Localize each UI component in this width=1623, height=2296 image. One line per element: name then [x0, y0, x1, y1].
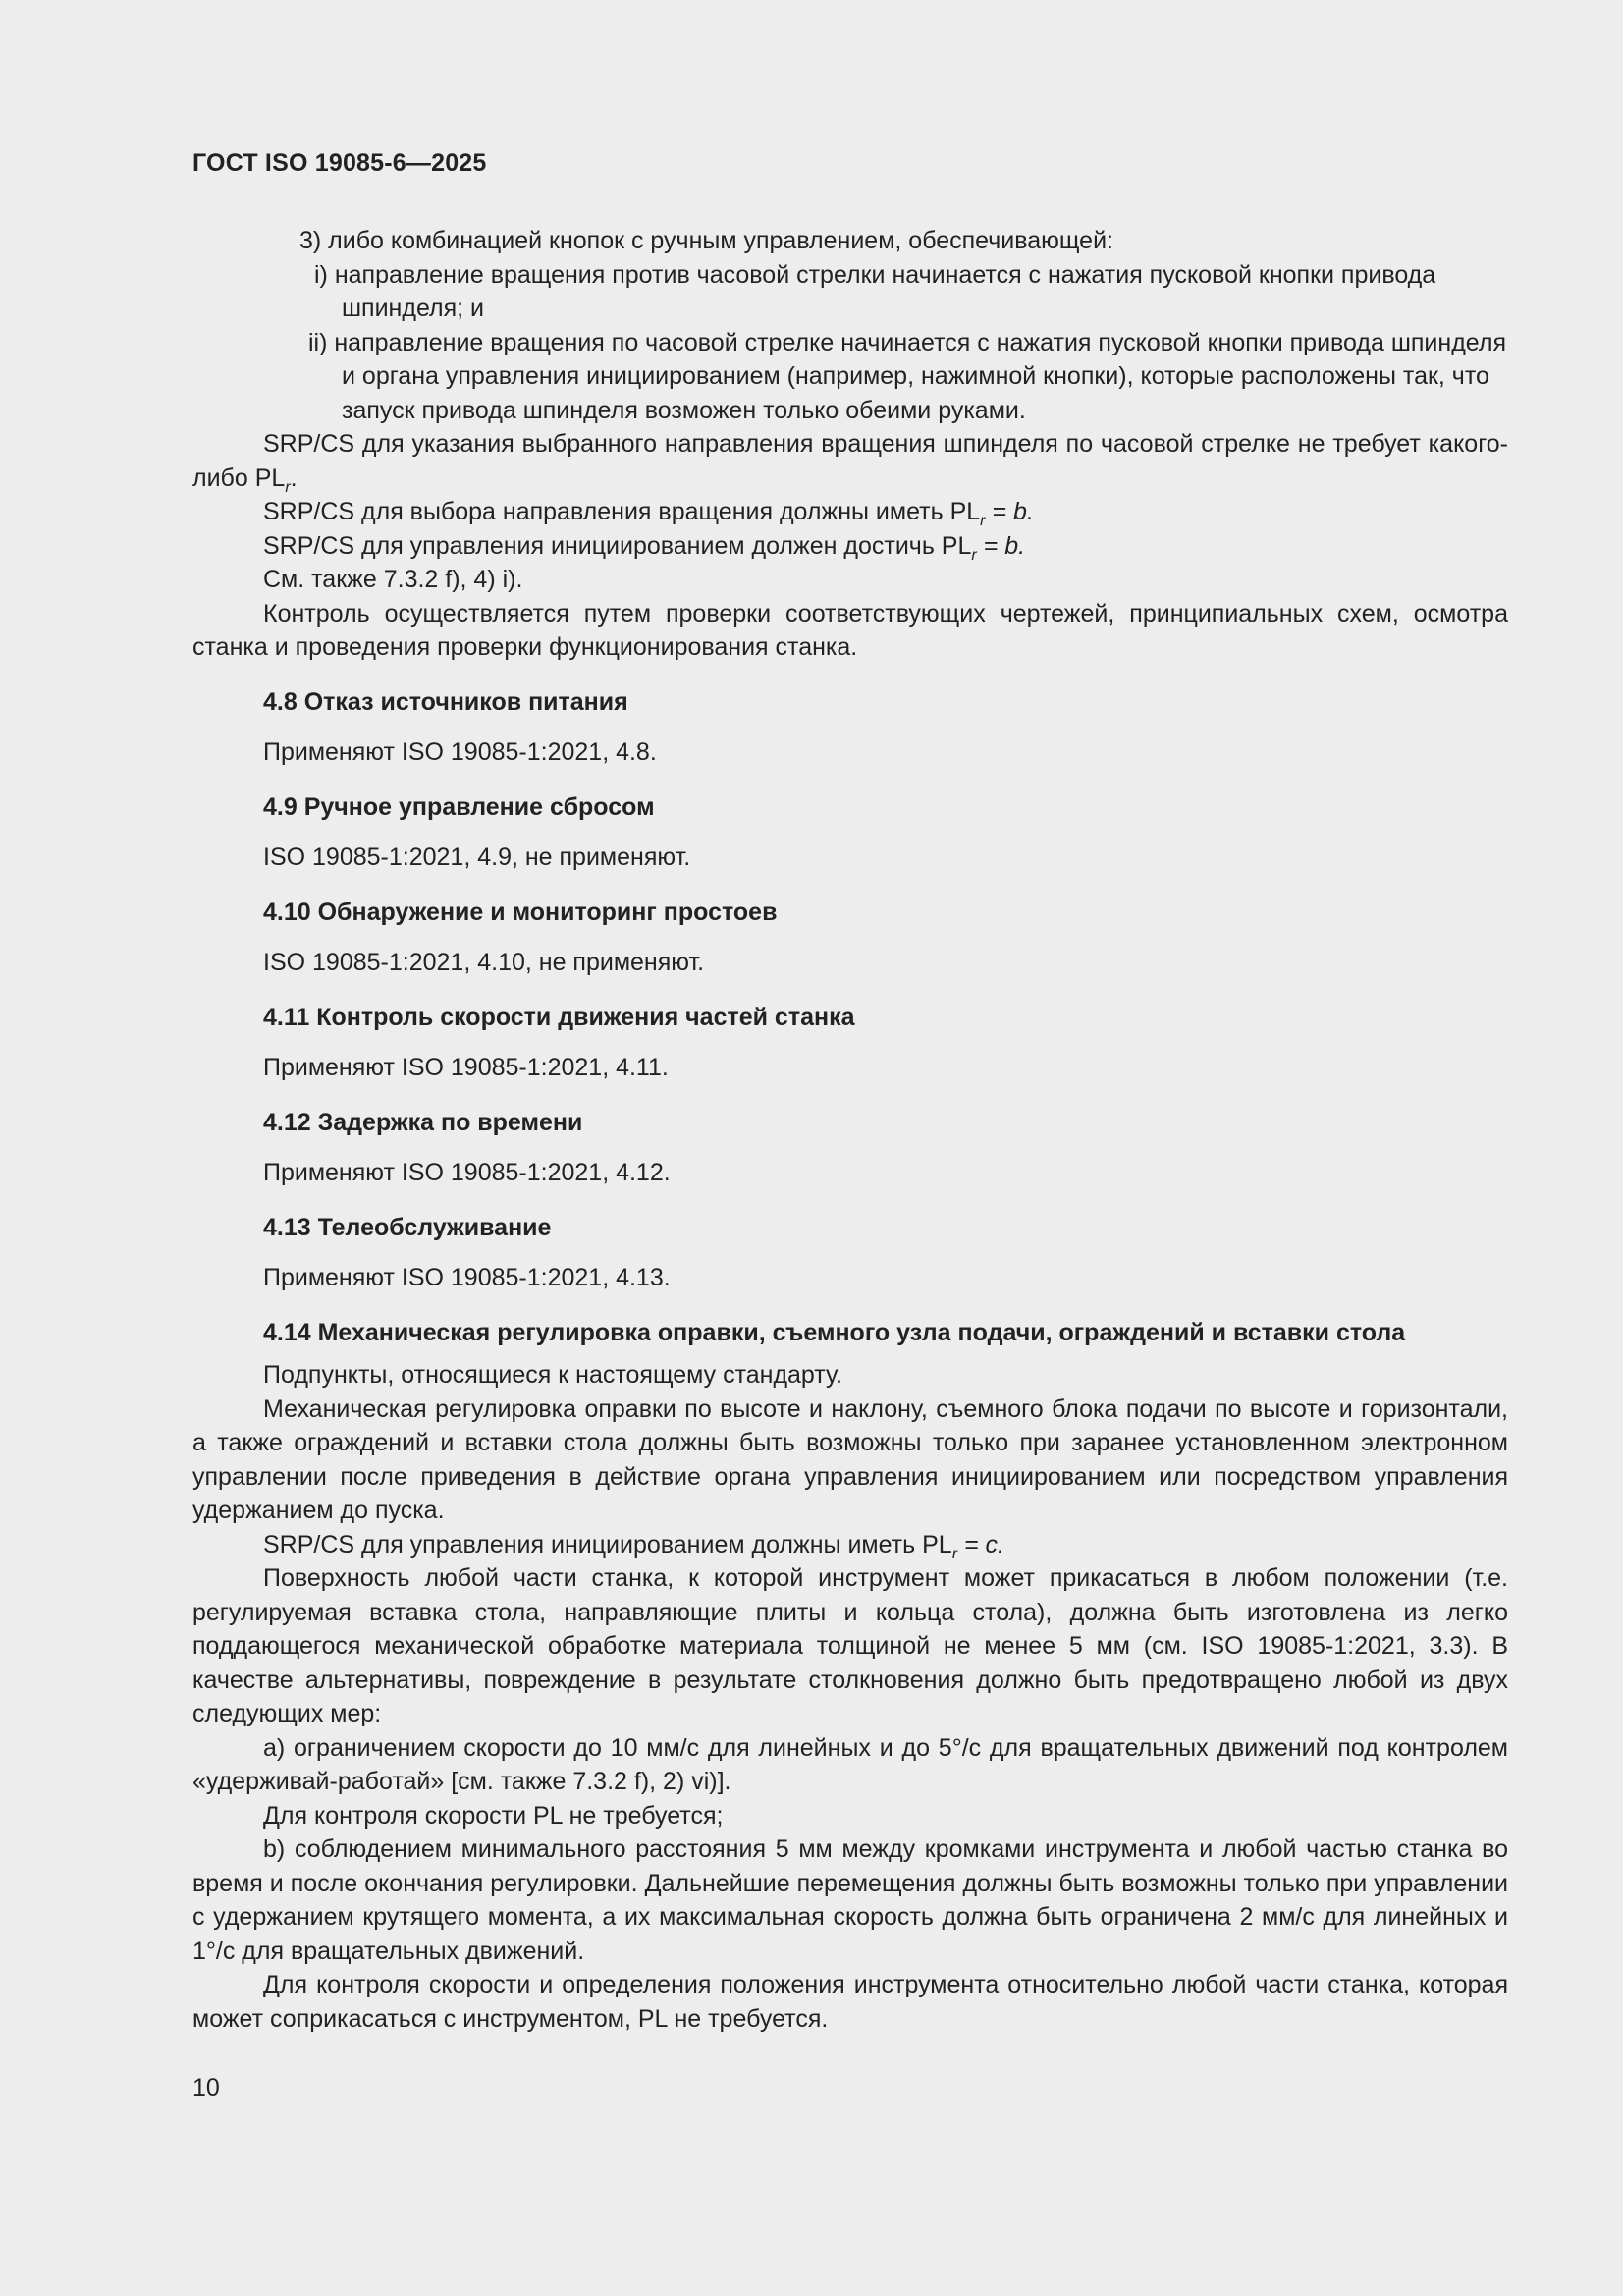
section-heading-4-12: 4.12 Задержка по времени — [263, 1108, 583, 1136]
list-item-3: 3) либо комбинацией кнопок с ручным управлением, обеспечивающей: — [299, 227, 1113, 254]
paragraph-srp-selection: SRP/CS для выбора направления вращения должны иметь $PL_r = b$. — [263, 498, 1034, 529]
section-text-4-10: ISO 19085-1:2021, 4.10, не применяют. — [263, 949, 705, 976]
section-heading-4-9: 4.9 Ручное управление сбросом — [263, 793, 655, 821]
section-text-4-9: ISO 19085-1:2021, 4.9, не применяют. — [263, 844, 691, 871]
paragraph-see-also: См. также 7.3.2 f), 4) i). — [263, 566, 523, 593]
document-body — [192, 224, 1508, 2036]
page-number: 10 — [192, 2074, 220, 2102]
section-text-4-8: Применяют ISO 19085-1:2021, 4.8. — [263, 738, 657, 766]
paragraph-4-14-adjustment: Механическая регулировка оправки по высоте и наклону, съемного блока подачи по высоте и горизонтали, а также ограждений и вставки стола должны быть возможны только при заранее установленном электронном управлении после приведения в действие органа управления инициированием или посредством управления удержанием до пуска. — [192, 1394, 1508, 1524]
section-text-4-13: Применяют ISO 19085-1:2021, 4.13. — [263, 1264, 671, 1291]
section-heading-4-10: 4.10 Обнаружение и мониторинг простоев — [263, 898, 778, 926]
paragraph-4-14-surface: Поверхность любой части станка, к которой инструмент может прикасаться в любом положении (т.е. регулируемая вставка стола, направляющие плиты и кольца стола), должна быть изготовлена из легко поддающегося механической обработке материала толщиной не менее 5 мм (см. ISO 19085-1:2021, 3.3). В качестве альтернативы, повреждение в результате столкновения должно быть предотвращено любой из двух следующих мер: — [192, 1564, 1508, 1727]
paragraph-4-14-subclauses: Подпункты, относящиеся к настоящему стандарту. — [263, 1361, 842, 1389]
section-text-4-12: Применяют ISO 19085-1:2021, 4.12. — [263, 1159, 671, 1186]
paragraph-srp-indication: SRP/CS для указания выбранного направления вращения шпинделя по часовой стрелке не требует какого-либо $PL_r$. — [192, 430, 1508, 496]
paragraph-4-14-srp: SRP/CS для управления инициированием должны иметь $PL_r = c$. — [263, 1530, 1004, 1562]
document-header: ГОСТ ISO 19085-6—2025 — [192, 149, 487, 177]
section-heading-4-8: 4.8 Отказ источников питания — [263, 687, 628, 716]
paragraph-4-14-option-b: b) соблюдением минимального расстояния 5 мм между кромками инструмента и любой частью станка во время и после окончания регулировки. Дальнейшие перемещения должны быть возможны только при управлении с удержанием крутящего момента, а их максимальная скорость должна быть ограничена 2 мм/с для линейных и 1°/с для вращательных движений. — [192, 1835, 1508, 1965]
list-subitem-i: i) направление вращения против часовой стрелки начинается с нажатия пусковой кнопки привода шпинделя; и — [314, 260, 1436, 322]
section-heading-4-11: 4.11 Контроль скорости движения частей станка — [263, 1003, 855, 1031]
paragraph-4-14-speed-pl: Для контроля скорости PL не требуется; — [263, 1801, 724, 1830]
paragraph-srp-initiation: SRP/CS для управления инициированием должен достичь $PL_r = b$. — [263, 531, 1026, 564]
section-text-4-11: Применяют ISO 19085-1:2021, 4.11. — [263, 1054, 669, 1081]
section-heading-4-13: 4.13 Телеобслуживание — [263, 1213, 552, 1241]
paragraph-4-14-position-pl: Для контроля скорости и определения положения инструмента относительно любой части станка, которая может соприкасаться с инструментом, PL не требуется. — [192, 1971, 1508, 2033]
paragraph-control-check: Контроль осуществляется путем проверки соответствующих чертежей, принципиальных схем, осмотра станка и проведения проверки функционирования станка. — [192, 599, 1508, 661]
section-heading-4-14: 4.14 Механическая регулировка оправки, съемного узла подачи, ограждений и вставки стола — [263, 1318, 1406, 1346]
list-subitem-ii: ii) направление вращения по часовой стрелке начинается с нажатия пусковой кнопки привода шпинделя и органа управления инициированием (например, нажимной кнопки), которые расположены так, что запуск привода шпинделя возможен только обеими руками. — [308, 328, 1506, 424]
paragraph-4-14-option-a: a) ограничением скорости до 10 мм/с для линейных и до 5°/с для вращательных движений под контролем «удерживай-работай» [см. также 7.3.2 f), 2) vi)]. — [192, 1733, 1508, 1795]
